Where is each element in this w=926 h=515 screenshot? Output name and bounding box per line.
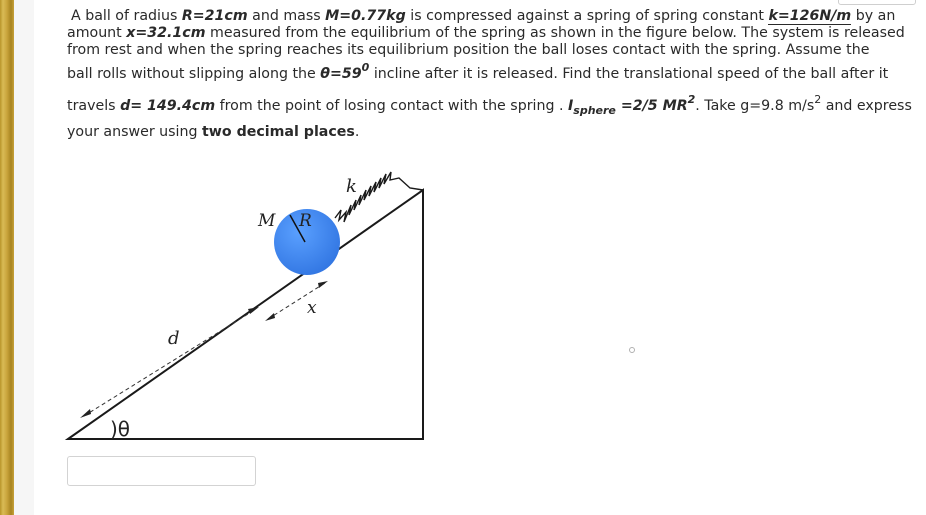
distance-d-arrow-start — [80, 409, 91, 418]
text-segment: ball rolls without slipping along the — [67, 66, 321, 82]
text-segment: . — [354, 124, 360, 140]
text-segment: . Take g=9.8 m/s — [695, 98, 815, 114]
text-segment: measured from the equilibrium of the spring as shown in the figure below. The system is released — [205, 25, 905, 41]
emphasis-text: two decimal places — [202, 124, 355, 140]
incline-triangle — [68, 190, 423, 439]
label-x: x — [307, 298, 317, 318]
spring-constant-value: k=126N/m — [768, 8, 852, 24]
text-segment: is compressed against a spring of spring constant — [405, 8, 769, 24]
text-segment: A ball of radius — [71, 8, 182, 24]
compression-x-arrow-end — [318, 281, 328, 288]
inertia-symbol: I — [568, 98, 574, 114]
text-segment: incline after it is released. Find the translational speed of the ball after it — [369, 66, 889, 82]
compression-x-arrow-start — [265, 313, 275, 321]
text-segment: your answer using — [67, 124, 202, 140]
text-segment: by an — [851, 8, 896, 24]
text-segment: amount — [67, 25, 127, 41]
mass-value: M=0.77kg — [325, 8, 406, 24]
text-segment: from rest and when the spring reaches its equilibrium position the ball loses contact with the spring. Assume the — [67, 42, 870, 58]
answer-input[interactable] — [67, 456, 256, 486]
radius-value: R=21cm — [181, 8, 248, 24]
label-d: d — [168, 328, 180, 349]
distance-d-arrow-end — [248, 307, 259, 314]
label-R: R — [299, 211, 312, 231]
angle-text: θ=59 — [320, 66, 362, 82]
compression-value: x=32.1cm — [126, 25, 206, 41]
small-circle-marker — [629, 347, 635, 353]
text-segment: from the point of losing contact with the spring . — [215, 98, 568, 114]
text-segment: and express — [821, 98, 912, 114]
g-exponent: 2 — [814, 93, 822, 106]
label-k: k — [346, 176, 357, 197]
angle-degree: 0 — [361, 61, 370, 74]
label-M: M — [258, 211, 276, 231]
distance-value: d= 149.4cm — [120, 98, 216, 114]
text-segment: travels — [67, 98, 121, 114]
inertia-formula: =2/5 MR — [615, 98, 688, 114]
inertia-subscript: sphere — [573, 104, 616, 117]
inertia-exponent: 2 — [687, 93, 696, 106]
label-theta: )θ — [110, 417, 131, 441]
text-segment: and mass — [247, 8, 326, 24]
